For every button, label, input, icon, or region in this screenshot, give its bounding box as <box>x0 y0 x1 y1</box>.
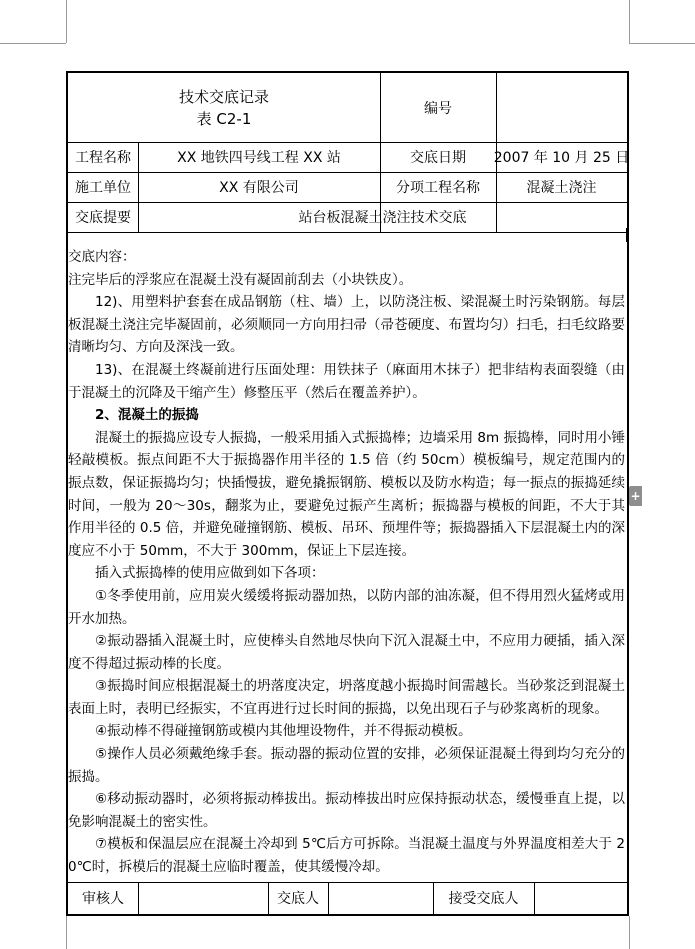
disclosure-record-table <box>66 71 629 916</box>
crop-mark-bottom-right-v <box>629 916 630 949</box>
crop-mark-bottom-left-v <box>66 916 67 949</box>
content-paragraph: ⑥移动振动器时，必须将振动棒拔出。振动棒拔出时应保持振动状态，缓慢垂直上提，以免影响混凝土的密实性。 <box>68 791 625 830</box>
text-cursor-marker <box>626 228 629 242</box>
reviewer-value[interactable] <box>138 882 268 914</box>
receiver-value[interactable] <box>534 882 627 914</box>
content-paragraph: ⑦模板和保温层应在混凝土冷却到 5℃后方可拆除。当混凝土温度与外界温度相差大于 20℃时，拆模后的混凝土应临时覆盖，使其缓慢冷却。 <box>68 836 625 876</box>
crop-mark-top-left-h <box>0 43 66 44</box>
content-paragraph: ②振动器插入混凝土时，应使棒头自然地尽快向下沉入混凝土中，不应用力硬插，插入深度不得超过振动棒的长度。 <box>68 633 625 672</box>
content-paragraph: ①冬季使用前，应用炭火缓缓将振动器加热，以防内部的油冻凝，但不得用烈火猛烤或用开水加热。 <box>68 587 625 627</box>
construction-unit-label: 施工单位 <box>75 180 131 196</box>
content-paragraph: ③振捣时间应根据混凝土的坍落度决定，坍落度越小振捣时间需越长。当砂浆泛到混凝土表面上时，表明已经振实，不宜再进行过长时间的振捣，以免出现石子与砂浆离析的现象。 <box>68 678 625 717</box>
disclosure-content[interactable] <box>68 246 627 879</box>
title-line2: 表 C2-1 <box>196 109 252 128</box>
content-paragraph: 注完毕后的浮浆应在混凝土没有凝固前刮去（小块铁皮）。 <box>68 271 413 288</box>
document-title <box>68 73 380 142</box>
content-paragraph: 混凝土的振捣应设专人振捣，一般采用插入式振捣棒；边墙采用 8m 振捣棒，同时用小锤轻敲模板。振点间距不大于振捣器作用半径的 1.5 倍（约 50cm）模板编号，规定范围内的振点数，保证振捣均匀；快插慢拔，避免撬振钢筋、模板以及防水构造；每一振点的振捣延续时间，一般为 20～30s，翻浆为止，要避免过振产生离析；振捣器与模板的间距，不大于其作用半径的 0.5 倍，并避免碰撞钢筋、模板、吊环、预埋件等；振捣器插入下层混凝土内的深度应不小于 50mm，不大于 300mm，保证上下层连接。 <box>68 429 625 559</box>
summary-value[interactable]: 站台板混凝土浇注技术交底 <box>298 210 467 226</box>
summary-label: 交底提要 <box>75 210 131 226</box>
number-value[interactable] <box>496 73 627 142</box>
content-paragraph: 插入式振捣棒的使用应做到如下各项： <box>95 565 325 582</box>
subproject-name-value[interactable]: 混凝土浇注 <box>526 180 597 196</box>
crop-mark-top-left-v <box>66 0 67 43</box>
content-paragraph: ⑤操作人员必须戴绝缘手套。振动器的振动位置的安排，必须保证混凝土得到均匀充分的振捣。 <box>68 746 625 785</box>
section-heading: 2、混凝土的振捣 <box>95 407 199 424</box>
disclosure-date-value[interactable]: 2007 年 10 月 25 日 <box>493 150 630 166</box>
crop-mark-top-right-v <box>629 0 630 43</box>
content-paragraph: 12)、用塑料护套套在成品钢筋（柱、墙）上，以防浇注板、梁混凝土时污染钢筋。每层板混凝土浇注完毕凝固前，必须顺同一方向用扫帚（帚苍硬度、布置均匀）扫毛，扫毛纹路要清晰均匀、方向及深浅一致。 <box>68 294 625 356</box>
project-name-value[interactable]: XX 地铁四号线工程 XX 站 <box>177 150 341 166</box>
title-line1: 技术交底记录 <box>178 87 269 106</box>
crop-mark-top-right-h <box>629 43 695 44</box>
subproject-name-label: 分项工程名称 <box>396 180 480 196</box>
expand-plus-icon[interactable]: + <box>629 486 642 506</box>
disclosure-date-label: 交底日期 <box>410 150 466 166</box>
content-paragraph: 13)、在混凝土终凝前进行压面处理：用铁抹子（麻面用木抹子）把非结构表面裂缝（由于混凝土的沉降及干缩产生）修整压平（然后在覆盖养护）。 <box>68 361 625 401</box>
reviewer-label: 审核人 <box>82 891 124 907</box>
presenter-label: 交底人 <box>277 891 319 907</box>
construction-unit-value[interactable]: XX 有限公司 <box>219 180 299 196</box>
content-paragraph: ④振动棒不得碰撞钢筋或模内其他埋设物件，并不得振动模板。 <box>95 723 472 740</box>
presenter-value[interactable] <box>328 882 433 914</box>
number-label: 编号 <box>424 100 452 117</box>
project-name-label: 工程名称 <box>75 150 131 166</box>
receiver-label: 接受交底人 <box>448 891 519 907</box>
content-intro: 交底内容： <box>68 249 136 265</box>
